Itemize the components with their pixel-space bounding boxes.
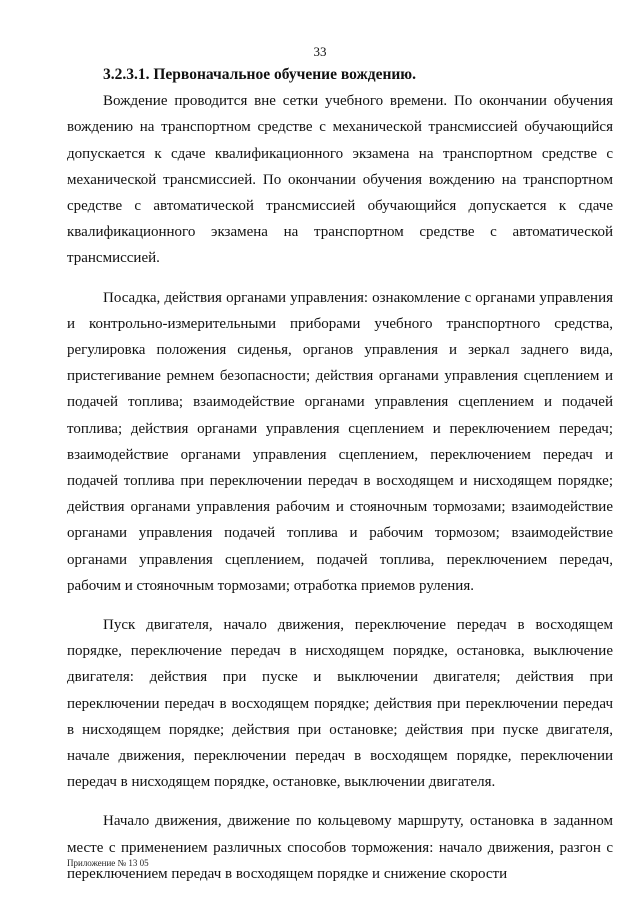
paragraph-driving-schedule: Вождение проводится вне сетки учебного времени. По окончании обучения вождению на транспортном средстве с механической трансмиссией обучающийся допускается к сдаче квалификационного экзамена на транспортном средстве с механической трансмиссией. По окончании обучения вождению на транспортном средстве с автоматической трансмиссией обучающийся допускается к сдаче квалификационного экзамена на транспортном средстве с автоматической трансмиссией. (67, 93, 613, 267)
paragraph-engine-start: Пуск двигателя, начало движения, переключение передач в восходящем порядке, переключение передач в нисходящем порядке, остановка, выключение двигателя: действия при пуске и выключении двигателя; действия при переключении передач в восходящем порядке; действия при переключении передач в нисходящем порядке; действия при остановке; действия при пуске двигателя, начале движения, переключении передач в восходящем порядке, переключении передач в нисходящем порядке, остановке, выключении двигателя. (67, 617, 613, 791)
page-number: 33 (313, 44, 327, 59)
paragraph-controls: Посадка, действия органами управления: ознакомление с органами управления и контрольно-измерительными приборами учебного транспортного средства, регулировка положения сиденья, органов управления и зеркал заднего вида, пристегивание ремнем безопасности; действия органами управления сцеплением и подачей топлива; взаимодействие органами управления сцеплением и подачей топлива; действия органами управления сцеплением и переключением передач; взаимодействие органами управления сцеплением, переключением передач и подачей топлива при переключении передач в восходящем и нисходящем порядке; действия органами управления рабочим и стояночным тормозами; взаимодействие органами управления подачей топлива и рабочим тормозом; взаимодействие органами управления сцеплением, подачей топлива, переключением передач, рабочим и стояночным тормозами; отработка приемов руления. (67, 289, 613, 594)
footer-note: Приложение № 13 05 (67, 858, 149, 868)
section-heading: 3.2.3.1. Первоначальное обучение вождению. (103, 66, 417, 83)
document-body (67, 62, 613, 900)
paragraph-circular-route: Начало движения, движение по кольцевому маршруту, остановка в заданном месте с применением различных способов торможения: начало движения, разгон с переключением передач в восходящем порядке и снижение скорости (67, 813, 613, 882)
